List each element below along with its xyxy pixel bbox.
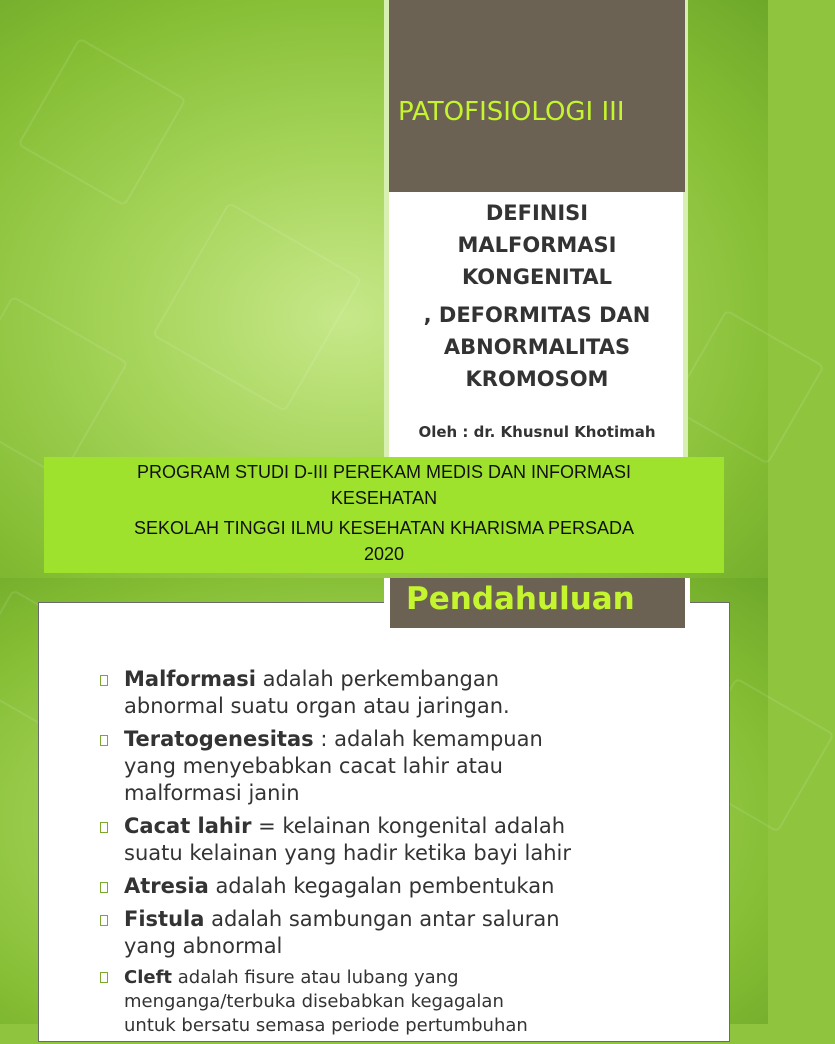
square-bullet-icon — [100, 915, 108, 926]
term: Teratogenesitas — [124, 727, 314, 751]
hexagon-decoration — [0, 295, 129, 478]
definition: malformasi janin — [124, 781, 300, 805]
subtitle-line: DEFINISI — [485, 201, 589, 225]
subtitle-line: MALFORMASI — [457, 233, 617, 257]
term: Fistula — [124, 907, 205, 931]
term: Cacat lahir — [124, 814, 252, 838]
subtitle-line: , DEFORMITAS DAN — [423, 303, 651, 327]
institution-box — [44, 457, 724, 573]
definition: yang abnormal — [124, 934, 283, 958]
hexagon-decoration — [152, 202, 362, 412]
institution-line: SEKOLAH TINGGI ILMU KESEHATAN KHARISMA PERSADA — [133, 518, 635, 538]
definition: = kelainan kongenital adalah — [251, 814, 566, 838]
term: Malformasi — [124, 667, 256, 691]
author-line: Oleh : dr. Khusnul Khotimah — [418, 423, 656, 441]
square-bullet-icon — [100, 882, 108, 893]
definition: abnormal suatu organ atau jaringan. — [124, 694, 510, 718]
list-item — [100, 906, 700, 960]
term: Atresia — [124, 874, 209, 898]
square-bullet-icon — [100, 735, 108, 746]
definition: menganga/terbuka disebabkan kegagalan — [124, 991, 504, 1012]
definition: untuk bersatu semasa periode pertumbuhan — [124, 1015, 528, 1036]
institution-line: PROGRAM STUDI D-III PEREKAM MEDIS DAN INFORMASI — [136, 462, 632, 482]
square-bullet-icon — [100, 822, 108, 833]
subtitle-line: ABNORMALITAS — [443, 335, 631, 359]
list-item — [100, 813, 700, 867]
content-slide — [0, 578, 768, 1036]
subtitle-line: KROMOSOM — [465, 367, 609, 391]
institution-year: 2020 — [363, 544, 405, 564]
definition: adalah sambungan antar saluran — [204, 907, 560, 931]
definition: adalah kegagalan pembentukan — [208, 874, 555, 898]
definition: adalah fisure atau lubang yang — [172, 967, 459, 988]
definition: suatu kelainan yang hadir ketika bayi lahir — [124, 841, 571, 865]
hexagon-decoration — [669, 309, 825, 465]
bullet-list — [100, 666, 700, 1044]
square-bullet-icon — [100, 972, 108, 983]
slide-title: PATOFISIOLOGI III — [398, 97, 625, 127]
title-band — [389, 0, 685, 192]
list-item — [100, 666, 700, 720]
list-item — [100, 726, 700, 807]
square-bullet-icon — [100, 675, 108, 686]
institution-line: KESEHATAN — [330, 488, 438, 508]
subtitle-line: KONGENITAL — [461, 265, 613, 289]
term: Cleft — [124, 967, 173, 988]
hexagon-decoration — [17, 37, 186, 206]
list-item — [100, 873, 700, 900]
slide-title: Pendahuluan — [406, 581, 635, 617]
definition: yang menyebabkan cacat lahir atau — [124, 754, 503, 778]
definition: : adalah kemampuan — [313, 727, 543, 751]
list-item — [100, 966, 700, 1038]
definition: adalah perkembangan — [255, 667, 500, 691]
slide-subtitle — [392, 197, 682, 395]
